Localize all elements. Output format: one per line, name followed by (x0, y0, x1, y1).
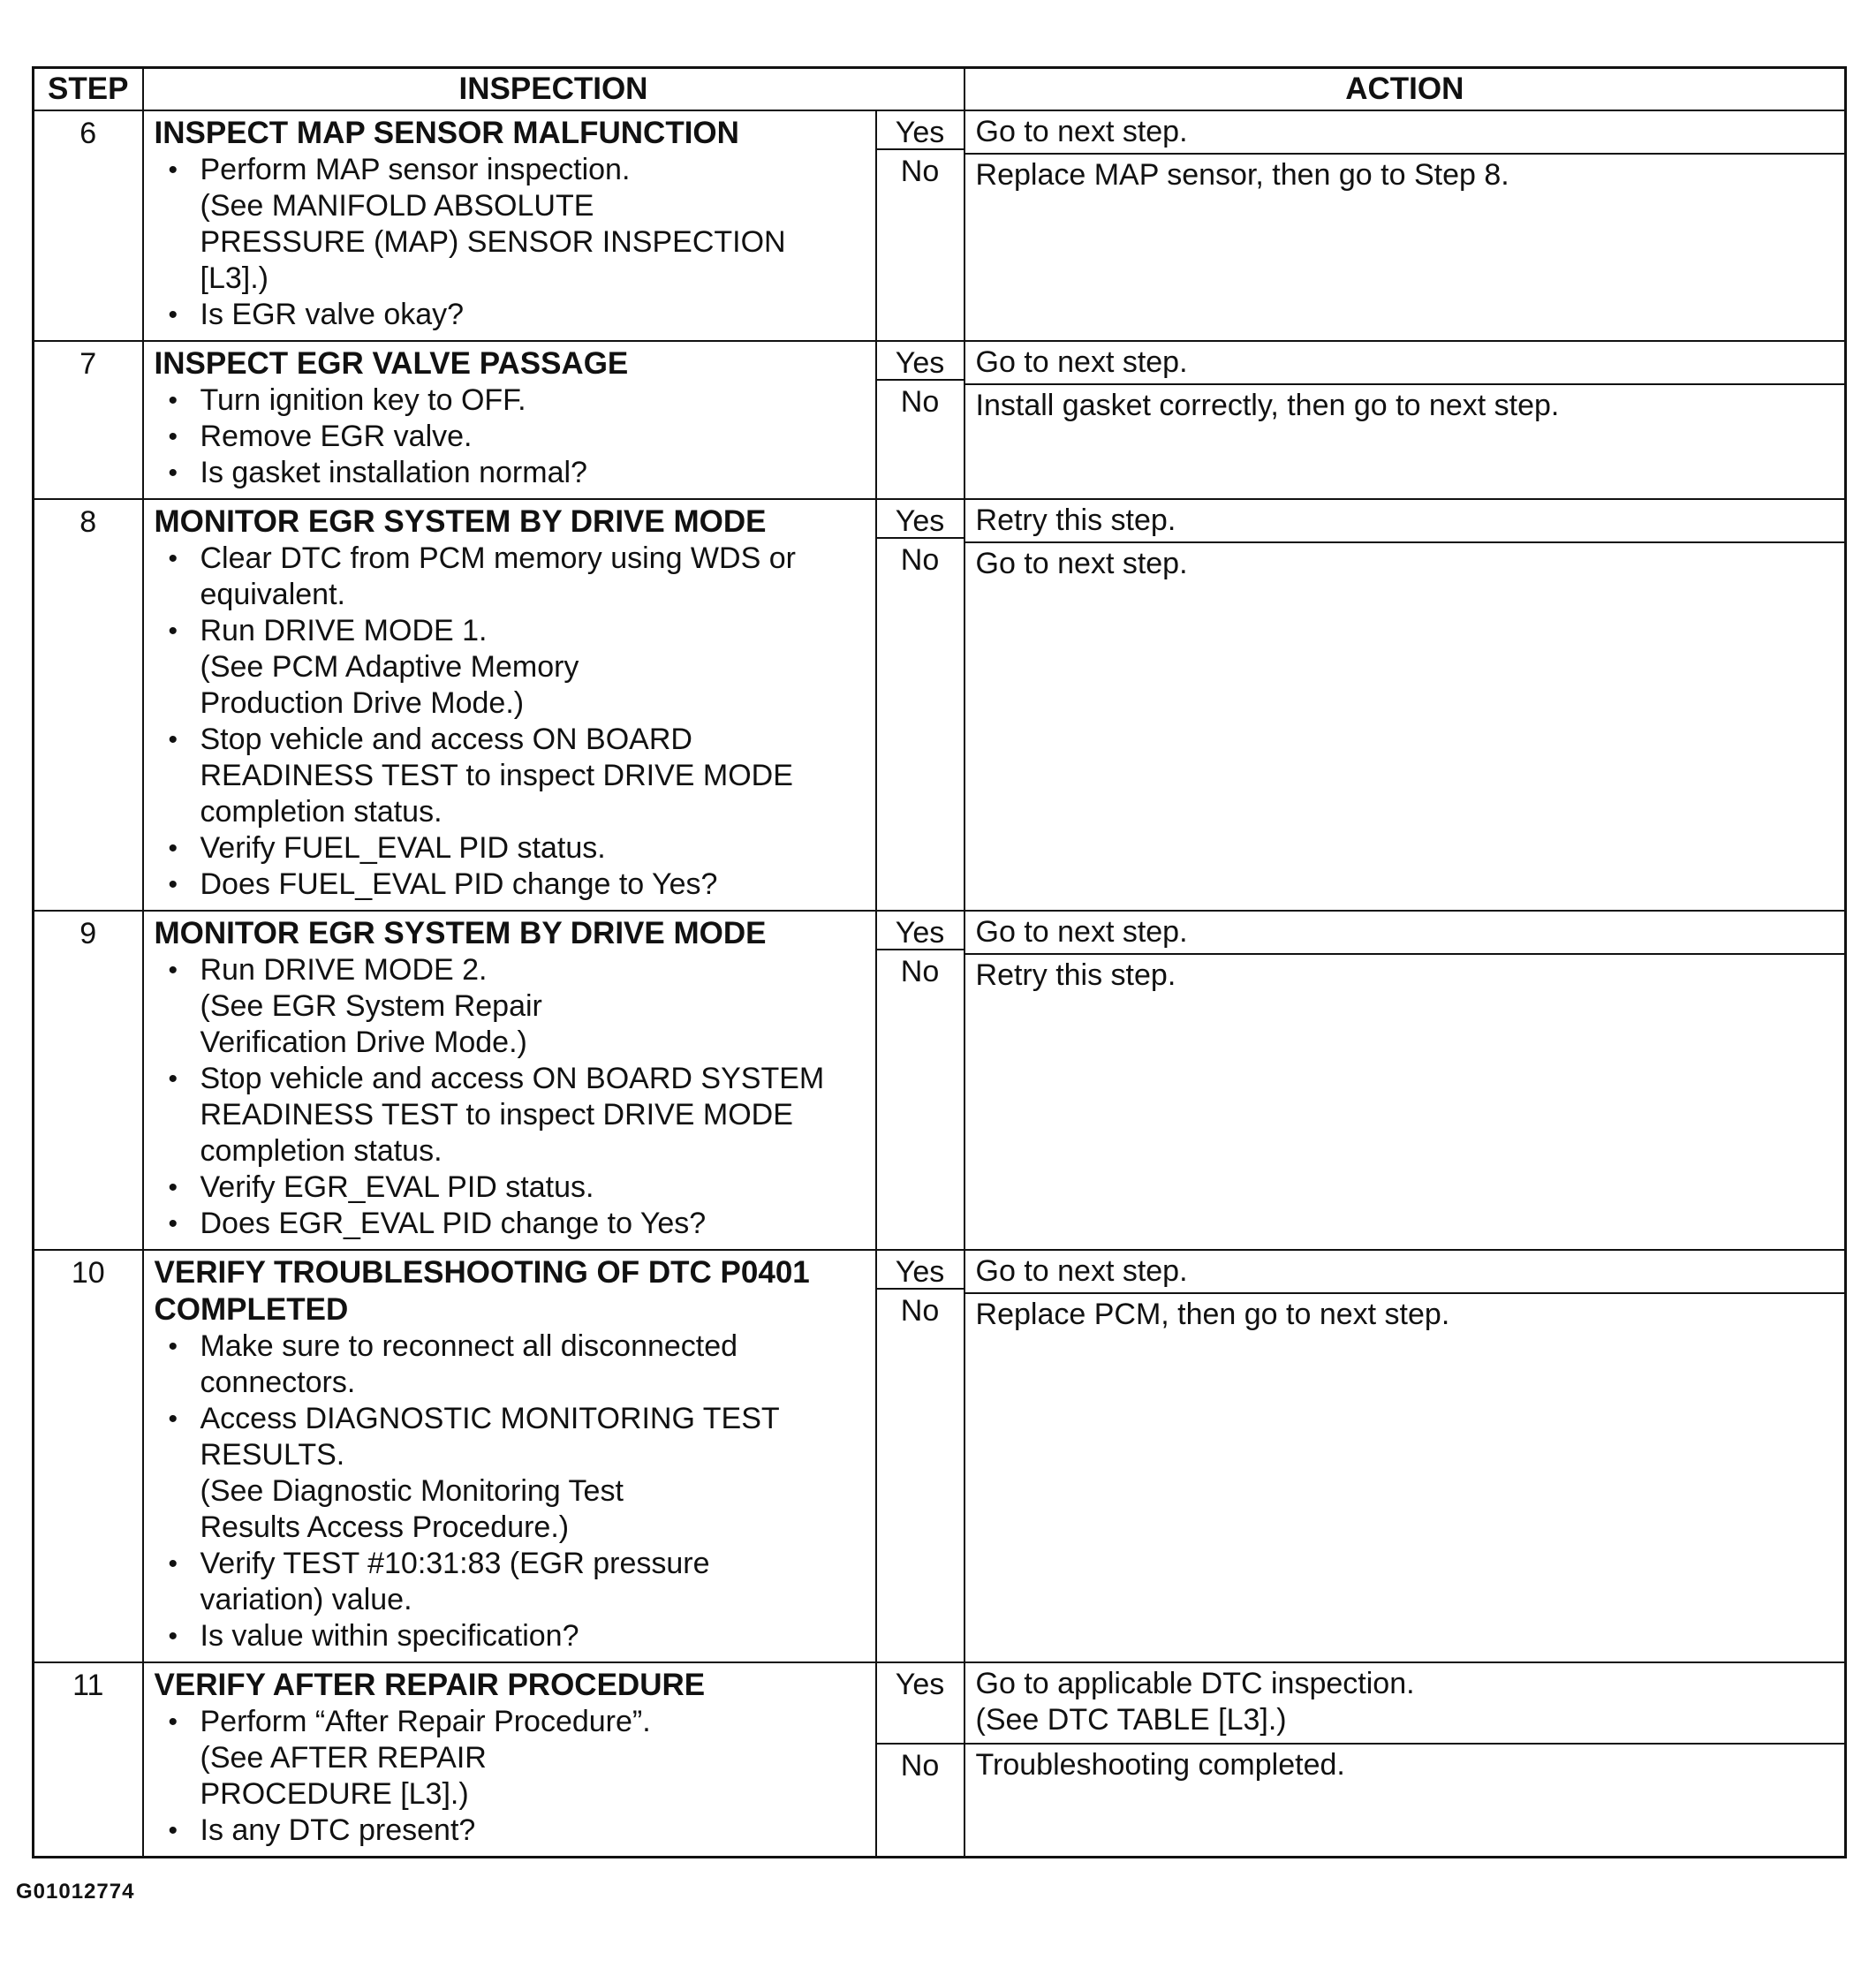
action-cell (964, 499, 1846, 911)
inspection-checklist (155, 1704, 866, 1849)
no-label: No (900, 155, 940, 188)
no-action: Replace MAP sensor, then go to Step 8. (975, 158, 1509, 192)
no-label: No (900, 385, 940, 419)
answer-cell (876, 499, 964, 911)
yes-action: Go to next step. (965, 111, 1845, 155)
checklist-item: • Verify FUEL_EVAL PID status. (155, 830, 866, 867)
checklist-item: • Clear DTC from PCM memory using WDS or equivalent. (155, 541, 866, 613)
inspection-cell (143, 341, 876, 499)
checklist-item: • Remove EGR valve. (155, 419, 866, 455)
inspection-cell (143, 1662, 876, 1858)
troubleshooting-table (32, 66, 1847, 1858)
no-label: No (900, 1294, 940, 1328)
inspection-title: MONITOR EGR SYSTEM BY DRIVE MODE (154, 504, 767, 539)
table-body (34, 110, 1846, 1858)
answer-cell (876, 110, 964, 341)
inspection-checklist (155, 1328, 866, 1654)
inspection-cell (143, 499, 876, 911)
checklist-item: • Is gasket installation normal? (155, 455, 866, 491)
no-label: No (900, 955, 940, 988)
yes-label: Yes (877, 1251, 964, 1290)
dtc-troubleshooting-sheet (32, 66, 1844, 1858)
inspection-column-header: INSPECTION (143, 68, 964, 111)
no-action: Retry this step. (975, 958, 1176, 992)
inspection-title: MONITOR EGR SYSTEM BY DRIVE MODE (154, 916, 767, 950)
action-cell (964, 911, 1846, 1250)
step-number: 7 (34, 341, 143, 499)
inspection-cell (143, 1250, 876, 1662)
table-row (34, 1250, 1846, 1662)
step-number: 6 (34, 110, 143, 341)
inspection-cell (143, 110, 876, 341)
checklist-item: • Is value within specification? (155, 1618, 866, 1654)
checklist-item: • Stop vehicle and access ON BOARD READINESS TEST to inspect DRIVE MODE completion status. (155, 722, 866, 830)
table-row (34, 110, 1846, 341)
yes-action: Go to applicable DTC inspection. (See DTC TABLE [L3].) (965, 1663, 1845, 1745)
table-row (34, 499, 1846, 911)
table-row (34, 1662, 1846, 1858)
checklist-item: • Run DRIVE MODE 1. (See PCM Adaptive Memory Production Drive Mode.) (155, 613, 866, 722)
action-column-header: ACTION (964, 68, 1846, 111)
yes-action: Go to next step. (965, 1251, 1845, 1294)
yes-action: Go to next step. (965, 912, 1845, 955)
step-number: 11 (34, 1662, 143, 1858)
yes-label: Yes (877, 1663, 964, 1745)
yes-label: Yes (877, 111, 964, 150)
inspection-title: INSPECT MAP SENSOR MALFUNCTION (154, 116, 739, 150)
inspection-checklist (155, 382, 866, 491)
action-cell (964, 110, 1846, 341)
no-action: Install gasket correctly, then go to next step. (975, 389, 1560, 422)
yes-label: Yes (877, 342, 964, 381)
inspection-cell (143, 911, 876, 1250)
yes-label: Yes (877, 500, 964, 539)
step-number: 8 (34, 499, 143, 911)
table-row (34, 911, 1846, 1250)
step-column-header: STEP (34, 68, 143, 111)
checklist-item: • Is any DTC present? (155, 1813, 866, 1849)
action-cell (964, 1662, 1846, 1858)
no-label: No (900, 1749, 940, 1783)
no-action: Go to next step. (975, 547, 1188, 580)
no-action: Troubleshooting completed. (975, 1748, 1345, 1782)
checklist-item: • Run DRIVE MODE 2. (See EGR System Repair Verification Drive Mode.) (155, 952, 866, 1061)
step-number: 9 (34, 911, 143, 1250)
checklist-item: • Perform MAP sensor inspection. (See MANIFOLD ABSOLUTE PRESSURE (MAP) SENSOR INSPECTION [L3].) (155, 152, 866, 297)
checklist-item: • Access DIAGNOSTIC MONITORING TEST RESULTS. (See Diagnostic Monitoring Test Results Access Procedure.) (155, 1401, 866, 1546)
answer-cell (876, 341, 964, 499)
action-cell (964, 341, 1846, 499)
table-row (34, 341, 1846, 499)
checklist-item: • Stop vehicle and access ON BOARD SYSTEM READINESS TEST to inspect DRIVE MODE completion status. (155, 1061, 866, 1169)
yes-action: Go to next step. (965, 342, 1845, 385)
answer-cell (876, 911, 964, 1250)
yes-label: Yes (877, 912, 964, 950)
inspection-checklist (155, 952, 866, 1242)
action-cell (964, 1250, 1846, 1662)
checklist-item: • Does EGR_EVAL PID change to Yes? (155, 1206, 866, 1242)
checklist-item: • Does FUEL_EVAL PID change to Yes? (155, 867, 866, 903)
checklist-item: • Make sure to reconnect all disconnected connectors. (155, 1328, 866, 1401)
answer-cell (876, 1250, 964, 1662)
figure-code: G01012774 (16, 1880, 135, 1904)
no-label: No (900, 543, 940, 577)
yes-action: Retry this step. (965, 500, 1845, 543)
inspection-title: VERIFY TROUBLESHOOTING OF DTC P0401 COMPLETED (154, 1255, 810, 1327)
no-action: Replace PCM, then go to next step. (975, 1298, 1450, 1331)
table-header-row (34, 68, 1846, 111)
inspection-title: INSPECT EGR VALVE PASSAGE (154, 346, 629, 381)
checklist-item: • Perform “After Repair Procedure”. (See AFTER REPAIR PROCEDURE [L3].) (155, 1704, 866, 1813)
checklist-item: • Verify EGR_EVAL PID status. (155, 1169, 866, 1206)
checklist-item: • Verify TEST #10:31:83 (EGR pressure variation) value. (155, 1546, 866, 1618)
inspection-title: VERIFY AFTER REPAIR PROCEDURE (154, 1668, 706, 1702)
inspection-checklist (155, 152, 866, 333)
step-number: 10 (34, 1250, 143, 1662)
inspection-checklist (155, 541, 866, 903)
checklist-item: • Is EGR valve okay? (155, 297, 866, 333)
answer-cell (876, 1662, 964, 1858)
checklist-item: • Turn ignition key to OFF. (155, 382, 866, 419)
